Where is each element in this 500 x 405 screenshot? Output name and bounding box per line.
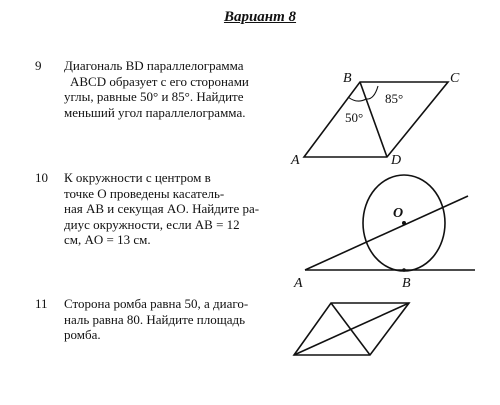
problem-11-number: 11 xyxy=(35,296,48,311)
problem-9-number: 9 xyxy=(35,58,42,73)
angle-label-50: 50° xyxy=(345,110,364,125)
angle-arc-85 xyxy=(366,86,378,99)
problem-9-line: меньший угол параллелограмма. xyxy=(64,104,246,120)
center-point xyxy=(402,221,406,225)
problem-9-line: Диагональ BD параллелограмма xyxy=(64,58,244,73)
rhombus-figure xyxy=(294,303,409,355)
problem-11-line: наль равна 80. Найдите площадь xyxy=(64,311,246,327)
problem-9-line: углы, равные 50° и 85°. Найдите xyxy=(64,89,244,104)
variant-title: Вариант 8 xyxy=(223,9,297,25)
diagonal-bd xyxy=(360,82,387,157)
problem-10-line: точке O проведены касатель- xyxy=(64,185,225,201)
label-a: A xyxy=(291,153,300,168)
tangent-point xyxy=(402,268,406,272)
label-a2: A xyxy=(294,276,303,291)
parallelogram-shape xyxy=(304,82,448,157)
circle-figure xyxy=(305,175,475,271)
problem-9-line: ABCD образует с его сторонами xyxy=(70,73,249,89)
problem-10-line: К окружности с центром в xyxy=(64,170,211,185)
rhombus-diagonal xyxy=(331,303,370,355)
label-c: C xyxy=(450,71,460,86)
problem-10-line: диус окружности, если AB = 12 xyxy=(64,216,240,232)
label-b: B xyxy=(343,71,352,86)
label-o: O xyxy=(393,206,404,221)
problem-11-line: Сторона ромба равна 50, а диаго- xyxy=(64,296,249,311)
angle-arc-50 xyxy=(348,97,366,101)
problem-11-line: ромба. xyxy=(64,327,101,342)
parallelogram-figure xyxy=(304,82,448,157)
problem-10-number: 10 xyxy=(35,170,48,185)
problem-10-line: см, AO = 13 см. xyxy=(64,232,151,247)
label-b2: B xyxy=(402,276,411,291)
label-d: D xyxy=(391,153,402,168)
angle-label-85: 85° xyxy=(385,91,404,106)
problem-10-line: ная AB и секущая AO. Найдите ра- xyxy=(64,201,260,216)
